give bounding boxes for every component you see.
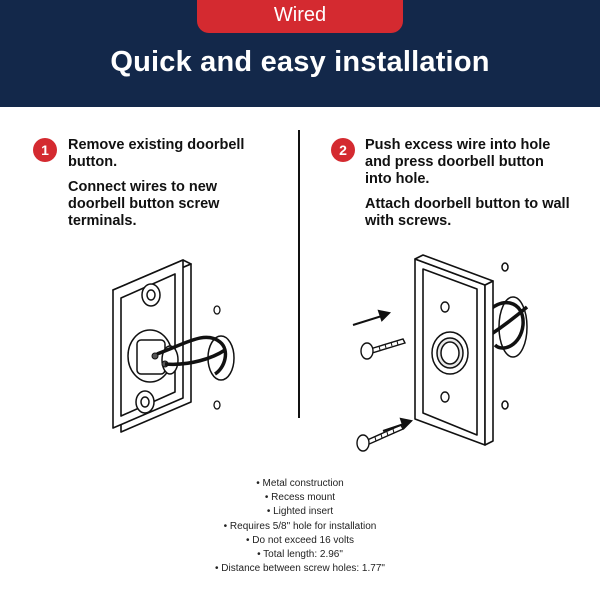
step-2-line-1: Push excess wire into hole and press doorbell button into hole.	[365, 137, 551, 187]
page-title: Quick and easy installation	[110, 46, 490, 78]
spec-item: • Recess mount	[264, 492, 336, 504]
spec-item: • Metal construction	[256, 478, 344, 489]
spec-item: • Requires 5/8" hole for installation	[223, 520, 377, 532]
wired-badge: Wired	[197, 0, 403, 33]
step-divider	[298, 130, 300, 418]
spec-item: • Distance between screw holes: 1.77"	[215, 563, 385, 575]
spec-item: • Do not exceed 16 volts	[245, 534, 354, 546]
step-1-line-2: Connect wires to new doorbell button screw terminals.	[68, 179, 220, 229]
step-1-illustration	[95, 250, 255, 450]
header-banner	[0, 0, 600, 107]
step-2-illustration	[345, 245, 535, 460]
step-2-line-2: Attach doorbell button to wall with screws.	[365, 196, 570, 229]
step-1-number: 1	[33, 138, 57, 162]
step-2-text	[365, 137, 570, 238]
specs-list	[0, 477, 600, 576]
spec-item: • Total length: 2.96"	[257, 549, 343, 561]
step-1-line-1: Remove existing doorbell button.	[68, 137, 245, 170]
step-2-number: 2	[331, 138, 355, 162]
step-1-text	[68, 137, 268, 238]
spec-item: • Lighted insert	[266, 506, 334, 518]
